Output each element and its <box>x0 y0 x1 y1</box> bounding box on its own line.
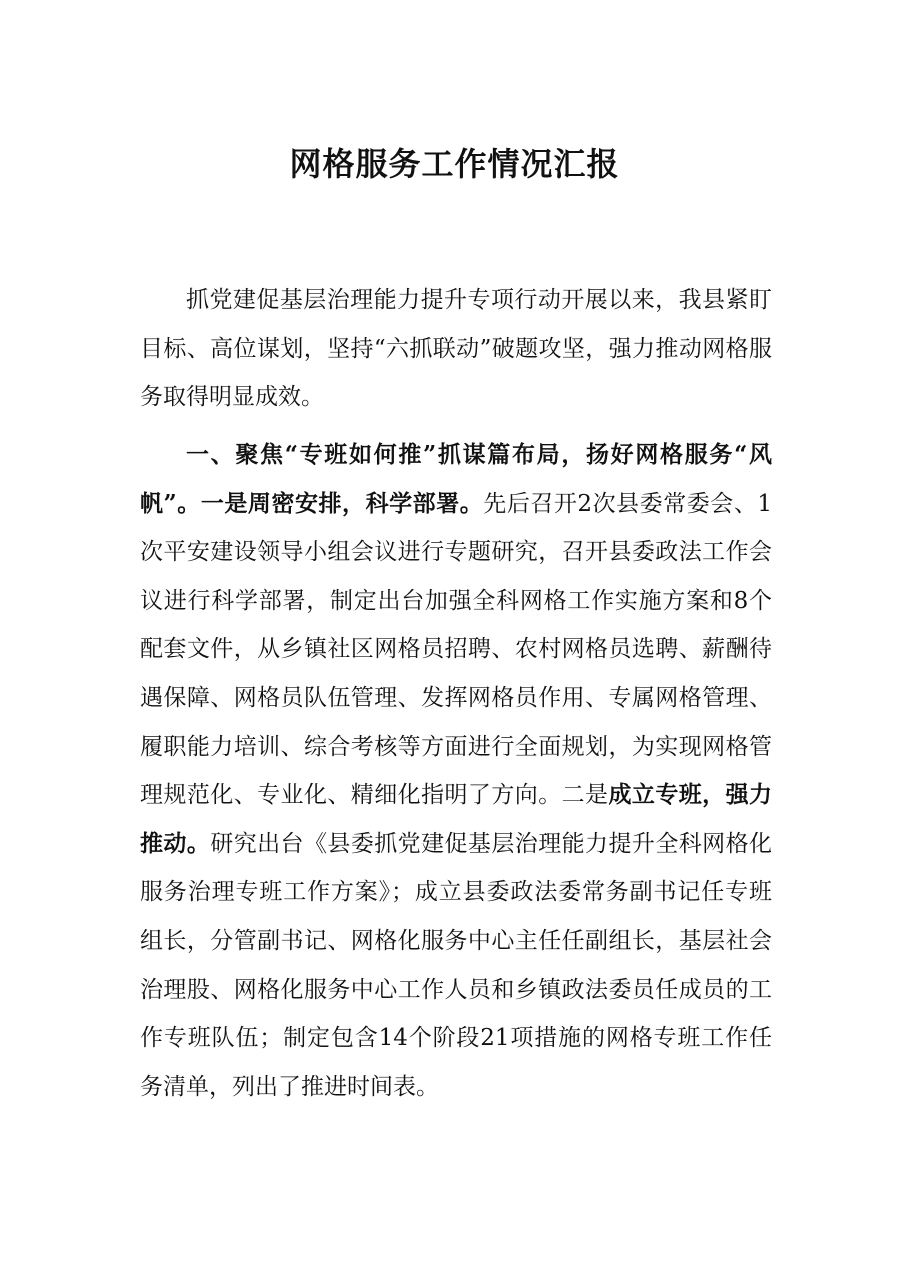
document-title: 网格服务工作情况汇报 <box>289 145 620 183</box>
point-2-heading: 成立专班，强力推动。 <box>140 781 773 857</box>
point-1-heading: 一是周密安排，科学部署。 <box>200 489 484 517</box>
point-2-text: 研究出台《县委抓党建促基层治理能力提升全科网格化服务治理专班工作方案》；成立县委政法委常务副书记任专班组长，分管副书记、网格化服务中心主任任副组长，基层社会治理股、网格化服务中心工作人员和乡镇政法委员任成员的工作专班队伍；制定包含14个阶段21项措施的网格专班工作任务清单，列出了推进时间表。 <box>140 830 773 1100</box>
point-1-text: 先后召开2次县委常委会、1次平安建设领导小组会议进行专题研究，召开县委政法工作会议进行科学部署，制定出台加强全科网格工作实施方案和8个配套文件，从乡镇社区网格员招聘、农村网格员选聘、薪酬待遇保障、网格员队伍管理、发挥网格员作用、专属网格管理、履职能力培训、综合考核等方面进行全面规划，为实现网格管理规范化、专业化、精细化指明了方向。 <box>140 490 772 809</box>
point-2-prefix: 二是 <box>561 782 609 809</box>
section-1-heading: 一、聚焦“专班如何推”抓谋篇布局，扬好网格服务“风帆”。 <box>140 441 772 517</box>
intro-paragraph: 抓党建促基层治理能力提升专项行动开展以来，我县紧盯目标、高位谋划，坚持“六抓联动”破题攻坚，强力推动网格服务取得明显成效。 <box>140 287 772 411</box>
section-1-paragraph <box>140 431 772 1111</box>
